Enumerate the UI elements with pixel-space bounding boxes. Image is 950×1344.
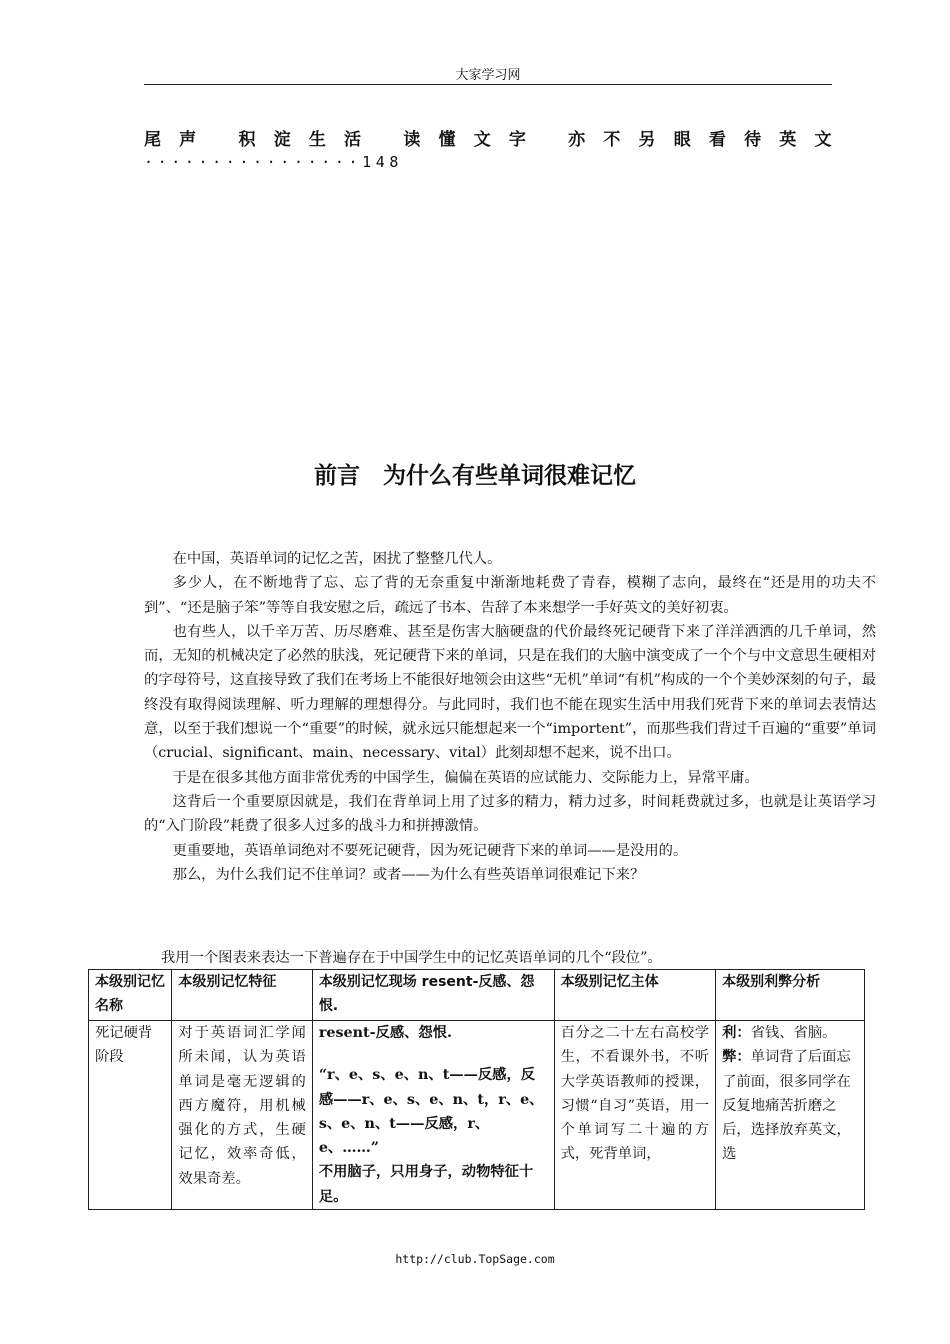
paragraph: 于是在很多其他方面非常优秀的中国学生，偏偏在英语的应试能力、交际能力上，异常平庸。: [172, 769, 759, 786]
header-analysis: 本级别利弊分析: [716, 970, 865, 1021]
page-header: 大家学习网: [455, 68, 521, 83]
paragraph: 这背后一个重要原因就是，我们在背单词上用了过多的精力，精力过多，时间耗费就过多，也就是让英语学习的“入门阶段”耗费了很多人过多的战斗力和拼搏激情。: [144, 793, 876, 835]
pro-label: 利：: [722, 1025, 751, 1041]
header-stage-name: 本级别记忆名称: [89, 970, 172, 1021]
cell-subject: 百分之二十左右高校学生，不看课外书，不听大学英语教师的授课，习惯“自习”英语，用一个单词写二十遍的方式，死背单词，: [554, 1021, 716, 1210]
con-label: 弊：: [722, 1049, 751, 1066]
con-text: 单词背了后面忘了前面，很多同学在反复地痛苦折磨之后，选择放弃英文，选: [722, 1049, 851, 1163]
header-feature: 本级别记忆特征: [172, 970, 312, 1021]
cell-scene: [312, 1021, 554, 1210]
paragraph: 更重要地，英语单词绝对不要死记硬背，因为死记硬背下来的单词——是没用的。: [172, 842, 688, 859]
con-line: [722, 1045, 858, 1166]
footer-url[interactable]: http://club.TopSage.com: [395, 1252, 555, 1266]
cell-stage-name: 死记硬背阶段: [89, 1021, 172, 1210]
header-subject: 本级别记忆主体: [554, 970, 716, 1021]
table-header-row: [89, 970, 865, 1021]
paragraph: 那么，为什么我们记不住单词？或者——为什么有些英语单词很难记下来？: [172, 866, 645, 883]
table-intro: 我用一个图表来表达一下普遍存在于中国学生中的记忆英语单词的几个“段位”。: [161, 950, 662, 966]
scene-quote: “r、e、s、e、n、t——反感，反感——r、e、s、e、n、t，r、e、s、e、n、t——反感，r、e、……”: [318, 1067, 544, 1157]
pro-text: 省钱、省脑。: [750, 1025, 837, 1041]
toc-leader-dots: ················148: [144, 153, 403, 171]
preface-body: [144, 547, 876, 887]
paragraph: 也有些人，以千辛万苦、历尽磨难、甚至是伤害大脑硬盘的代价最终死记硬背下来了洋洋洒洒的几千单词，然而，无知的机械决定了必然的肤浅，死记硬背下来的单词，只是在我们的大脑中演变成了一个个与中文意思生硬相对的字母符号，这直接导致了我们在考场上不能很好地领会由这些“无机”单词“有机”构成的一个个美妙深刻的句子，最终没有取得阅读理解、听力理解的理想得分。与此同时，我们也不能在现实生活中用我们死背下来的单词去表情达意，以至于我们想说一个“重要”的时候，就永远只能想起来一个“importent”，而那些我们背过千百遍的“重要”单词（crucial、significant、main、necessary、vital）此刻却想不起来，说不出口。: [144, 623, 876, 762]
scene-note: 不用脑子，只用身子，动物特征十足。: [318, 1164, 534, 1205]
cell-feature: 对于英语词汇学闻所未闻，认为英语单词是毫无逻辑的西方魔符，用机械强化的方式，生硬记忆，效率奇低，效果奇差。: [172, 1021, 312, 1210]
cell-analysis: [716, 1021, 865, 1210]
preface-title: 前言 为什么有些单词很难记忆: [314, 463, 636, 489]
paragraph: 在中国，英语单词的记忆之苦，困扰了整整几代人。: [172, 551, 502, 567]
pro-line: [722, 1021, 858, 1045]
scene-title: resent-反感、怨恨.: [318, 1025, 452, 1041]
memory-stage-table: [88, 969, 865, 1210]
header-scene: 本级别记忆现场 resent-反感、怨恨.: [312, 970, 554, 1021]
toc-entry[interactable]: 尾声 积淀生活 读懂文字 亦不另眼看待英文: [144, 130, 832, 150]
table-row: [89, 1021, 865, 1210]
paragraph: 多少人，在不断地背了忘、忘了背的无奈重复中渐渐地耗费了青春，模糊了志向，最终在“还是用的功夫不到”、“还是脑子笨”等等自我安慰之后，疏远了书本、告辞了本来想学一手好英文的美好初衷。: [144, 575, 876, 616]
header-rule: [144, 84, 832, 85]
